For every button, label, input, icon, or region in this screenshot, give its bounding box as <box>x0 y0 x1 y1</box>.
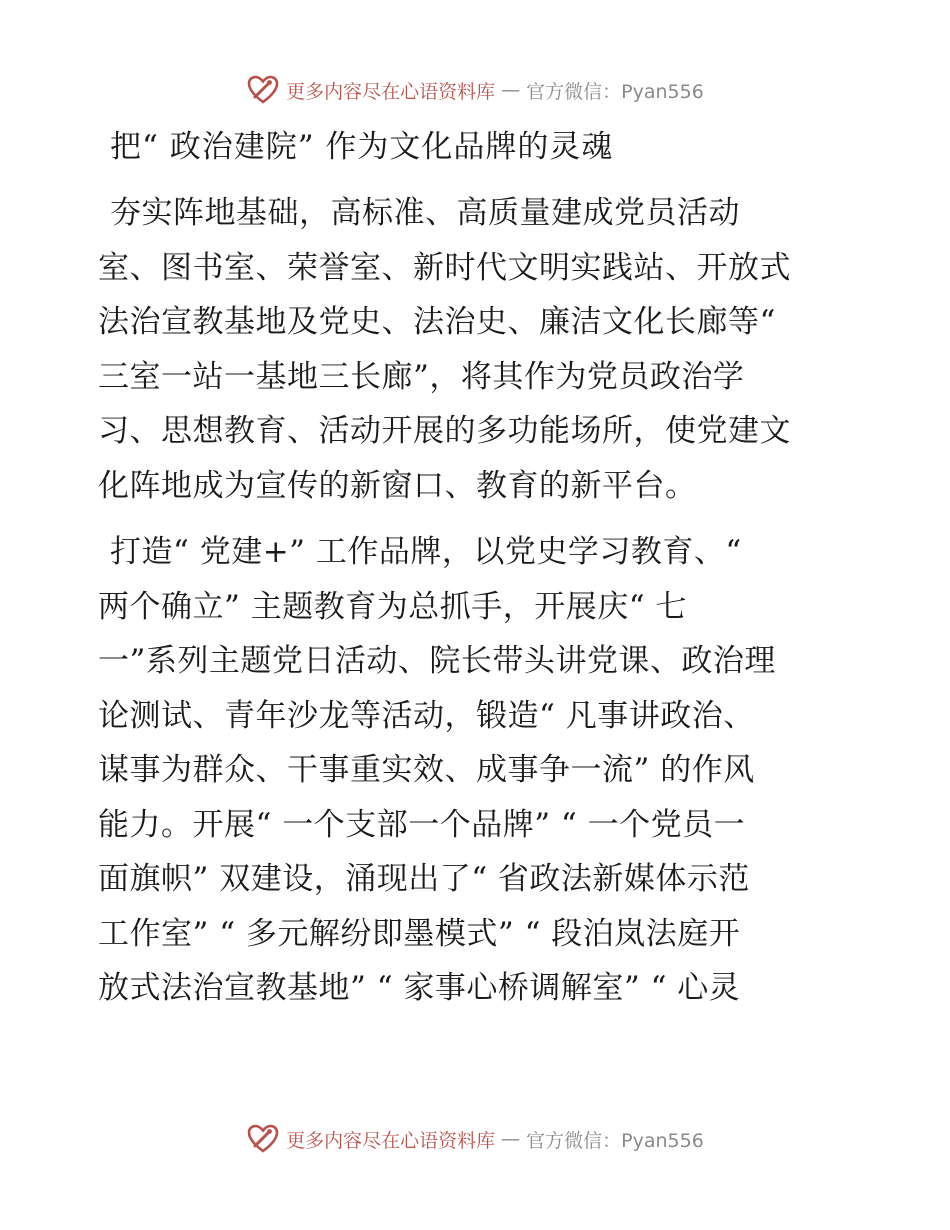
watermark-dash: — <box>501 1128 521 1150</box>
paragraph-line: 能力。开展“ 一个支部一个品牌” “ 一个党员一 <box>98 806 746 843</box>
paragraph-line: 室、图书室、荣誉室、新时代文明实践站、开放式 <box>98 249 791 286</box>
watermark-contact: 官方微信：Pyan556 <box>526 80 704 103</box>
section-heading: 把“ 政治建院” 作为文化品牌的灵魂 <box>110 129 614 165</box>
paragraph-line: 面旗帜” 双建设，涌现出了“ 省政法新媒体示范 <box>98 861 750 897</box>
paragraph-line: 化阵地成为宣传的新窗口、教育的新平台。 <box>98 467 697 504</box>
heart-pen-logo-icon <box>246 1122 280 1156</box>
heart-pen-logo-icon <box>246 73 280 107</box>
paragraph-line: 放式法治宣教基地” “ 家事心桥调解室” “ 心灵 <box>98 970 741 1006</box>
paragraph-line: 两个确立” 主题教育为总抓手，开展庆“ 七 <box>98 588 687 625</box>
paragraph-line: 一”系列主题党日活动、院长带头讲党课、政治理 <box>98 643 776 679</box>
watermark-dash: — <box>501 79 521 101</box>
paragraph-1 <box>98 186 858 513</box>
paragraph-line: 法治宣教基地及党史、法治史、廉洁文化长廊等“ <box>98 304 776 340</box>
watermark-header <box>0 70 950 110</box>
paragraph-line: 论测试、青年沙龙等活动，锻造“ 凡事讲政治、 <box>98 697 755 734</box>
paragraph-line: 夯实阵地基础，高标准、高质量建成党员活动 <box>110 195 740 231</box>
watermark-contact: 官方微信：Pyan556 <box>526 1129 704 1152</box>
paragraph-2 <box>98 525 858 1016</box>
watermark-footer <box>0 1119 950 1159</box>
paragraph-line: 工作室” “ 多元解纷即墨模式” “ 段泊岚法庭开 <box>98 915 741 952</box>
paragraph-line: 打造“ 党建+” 工作品牌，以党史学习教育、“ <box>110 534 742 570</box>
paragraph-line: 三室一站一基地三长廊”，将其作为党员政治学 <box>98 358 745 395</box>
document-body <box>98 120 858 1016</box>
paragraph-line: 习、思想教育、活动开展的多功能场所，使党建文 <box>98 413 791 449</box>
watermark-main-text: 更多内容尽在心语资料库 <box>286 80 496 103</box>
paragraph-line: 谋事为群众、干事重实效、成事争一流” 的作风 <box>98 752 755 788</box>
watermark-main-text: 更多内容尽在心语资料库 <box>286 1129 496 1152</box>
